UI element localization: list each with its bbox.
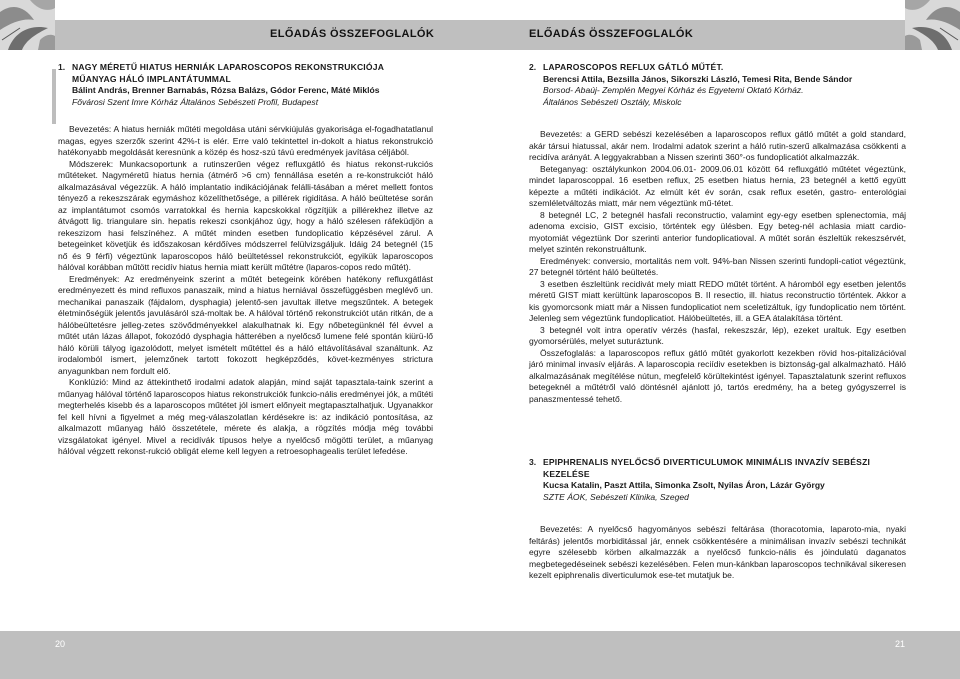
abstract-2-paragraph-bleeding: 3 betegnél volt intra operatív vérzés (hasfal, rekeszszár, lép), ezeket uraltuk. Egy esetben gyomorsérülés, melyet suturáztunk. [529,324,906,346]
abstract-2-paragraph-results: Eredmények: conversio, mortalitás nem volt. 94%-ban Nissen szerinti fundopli-catiot végeztünk, 27 betegnél történt háló beültetés. [529,255,906,277]
abstract-3-number: 3. [529,457,537,467]
abstract-3-title-line-1: EPIPHRENALIS NYELŐCSŐ DIVERTICULUMOK MINIMÁLIS INVAZÍV SEBÉSZI [543,457,871,467]
abstract-3-authors: Kucsa Katalin, Paszt Attila, Simonka Zsolt, Nyilas Áron, Lázár György [543,480,825,490]
header-bar-right [480,20,905,50]
leaf-pattern-icon [0,0,55,50]
right-page-content [529,62,906,582]
right-page [480,0,960,679]
abstract-1-heading [58,62,433,108]
abstract-2-number: 2. [529,62,537,72]
abstract-3-paragraph-intro: Bevezetés: A nyelőcső hagyományos sebészi feltárása (thoracotomia, laparoto-mia, nyaki feltárás) jelentős morbiditással jár, ennek csökkentésére a minimálisan invazív sebészi technikát egyre szélesebb körben alkalmazzák a nyelőcső funkcio-nális és jóindulatú daganatos megbetegedéseinek sebészi kezelésében. Felen mun-kánkban laparoscopos technikával sikeresen kezelt epiphrenalis diverticulumok ese-tet mutatjuk be. [529,524,906,580]
abstract-1-authors: Bálint András, Brenner Barnabás, Rózsa Balázs, Gódor Ferenc, Máté Miklós [72,85,380,95]
abstract-1-paragraph-conclusion: Konklúzió: Mind az áttekinthető irodalmi adatok alapján, mind saját tapasztala-taink szerint a műanyag hálóval történő laparoscopos hiatus rekonstrukciók funkcio-nális eredményei jók, a műtéti megterhelés kisebb és a laparoscopos műtétet jól ismert előnyeit megtapasztalhatjuk. Ugyanakkor fel kell hívni a figyelmet a még meg-válaszolatlan kérdésekre is: az indikáció pontosítása, az alkalmazott műanyag háló összetétele, mérete és alakja, a rögzítés módja még további vizsgálatokat igényel. Mivel a recidívák típusos helye a nyelőcső mögötti terület, a műanyag hálóval végzett rekonst-rukció obligát eleme kell legyen a retroesophagealis terület lefedése. [58,377,433,456]
abstract-1-paragraph-results: Eredmények: Az eredményeink szerint a műtét betegeink körében hatékony refluxgátlást eredményezett és mind refluxos panaszaik, mind a hiatus herniával összefüggésben meglévő un. mechanikai panaszaik (fájdalom, dysphagia) jelentő-sen javultak illetve megszűntek. A betegek életminőségük jelentős javulásáról szá-moltak be. A hálóval történő rekonstrukciót után ritkán, de a hálóbeültetésre jelleg-zetes szövődményekkel alakulhatnak ki. Egy nőbetegünknél fél évvel a műtét után lázas állapot, fokozódó dysphagia hátterében a nyelőcső lumene felé spontán kiürü-lő háló körüli tályog igazolódott, melyet ismételt műtéttel és a háló eltávolításával szanáltunk. Az irodalomból ismert, jelemzőnek tartott fokozott hegképződés, követ-kezményes strictura anyagunkban nem fordult elő. [58,273,433,376]
abstract-2-title: LAPAROSCOPOS REFLUX GÁTLÓ MŰTÉT. [543,62,724,72]
header-bar-left [55,20,480,50]
page-number-right: 21 [894,639,905,649]
abstract-3-title-line-2: KEZELÉSE [543,468,590,479]
abstract-3-institution: SZTE ÁOK, Sebészeti Klinika, Szeged [543,491,689,502]
abstract-2-paragraph-recurrence: 3 esetben észleltünk recidivát mely miatt REDO műtét történt. A háromból egy esetben jelentős méretű GIST miatt kerültünk laparoscopos B. II resectio, ill. hiatus reconstructio történtek. Akkor a kis gyomorcsonk miatt már a Nissen fundoplicatiot nem sceletizáltuk, így fundoplicatio nem történt. Jelenleg sem végeztünk fundoplicatiot. Hálóbeültetés, ill. a GEA átalakítása történt. [529,278,906,323]
abstract-2-paragraph-summary: Összefoglalás: a laparoscopos reflux gátló műtét gyakorlott kezekben rövid hos-pitalizációval járó minimal invasív eljárás. A laparoscopia reciídiv esetekben is biztonság-gal alkalmazható. Háló alkalmazásának megítélése nútun, megfelelő körültekintést igényel. Tapasztalatunk szerint refluxos betegeknél a műtétről való döntésnél ajánlott jó, tartós eredmény, ha a beteg gyógyszerrel is panaszmentessé tehető. [529,347,906,404]
leaf-pattern-icon [905,0,960,50]
abstract-3-heading [529,457,906,503]
header-title-right: ELŐADÁS ÖSSZEFOGLALÓK [529,28,694,40]
heading-accent-bar [52,69,56,124]
abstract-1-number: 1. [58,62,66,72]
abstract-1-institution: Fővárosi Szent Imre Kórház Általános Sebészeti Profil, Budapest [72,96,319,107]
abstract-2-paragraph-intro: Bevezetés: a GERD sebészi kezelésében a laparoscopos reflux gátló műtét a gold standard, akár társui hiatussal, akár nem. Irodalmi adatok szerint a háló rutin-szerű alkalmazása csökkenti a recidíva arányát. A leggyakrabban a Nissen szerinti 360°-os fundoplicatiót alkalmazzák. [529,129,906,162]
abstract-2-authors: Berencsi Attila, Bezsilla János, Sikorszki László, Temesi Rita, Bende Sándor [543,73,853,84]
abstract-2-heading [529,62,906,108]
footer-bar-left [0,631,480,679]
footer-bar-right [480,631,960,679]
abstract-1-paragraph-methods: Módszerek: Munkacsoportunk a rutinszerűen végez refluxgátló és hiatus rekonst-rukciós műtéteket. Nagyméretű hiatus hernia (átmérő >6 cm) fennállása esetén a re-konstrukciót háló alkalmazásával végezzük. A háló implantatio indikációjának felálli-tásában a méret mellett fontos tényező a rekeszszárak egymáshoz közelíthetősége, a pillérek rigiditása. A háló beültetése során az implantátumot csomós varratokkal és hernia kapcskokkal rögzítjük a pillérekhez illetve az átvágott lig. triangulare sin. hepatis rekeszi csonkjához úgy, hogy a háló szélesen ráfeküdjön a rekeszizom hasi felszínéhez. A műtét minden esetben fundoplicatio képzésével zárul. A betegeinket követjük és időszakosan kérdőíves módszerrel felülvizsgáljuk. Idáig 24 betegnél (15 nő és 9 férfi) végeztünk laparoscopos háló beültetéssel rekonstrukciót, egyikük laparoscopos hálóval korábban műtött recidív hiatus hernia miatt került műtétre (laparos-copos redo műtét). [58,158,433,272]
abstract-1-title-line-2: MŰANYAG HÁLÓ IMPLANTÁTUMMAL [72,73,231,84]
corner-decorative-image-left [0,0,55,50]
abstract-1-paragraph-intro: Bevezetés: A hiatus herniák műtéti megoldása utáni sérvkiújulás gyakorisága el-fogadhatatlanul magas, egyes szerzők szerint 42%-t is elér. Erre való tekintettel in-dokolt a hiatus rekonstrukció hatékonyabb megoldását keresnünk a közép és hosz-szú távú eredmények javítása céljából. [58,124,433,157]
page-number-left: 20 [55,639,66,649]
corner-decorative-image-right [905,0,960,50]
left-page-content [58,62,433,458]
abstract-2-paragraph-patients: Beteganyag: osztálykunkon 2004.06.01- 2009.06.01 között 64 refluxgátló műtétet végeztünk, mindet laparoscoppal. 16 esetben reflux, 25 esetben hiatus hernia, 23 betegnél a kettő együtt képezte a műtéti indikációt. Az elmúlt két év során, csak reflux esetén, gastro- enterológiai szemléletváltozás miatt, már nem végeztünk mű-tétet. [529,163,906,208]
abstract-2-paragraph-procedures: 8 betegnél LC, 2 betegnél hasfali reconstructio, valamint egy-egy esetben splenectomia, máj adenoma excisio, GIST excisio, történtek egy ülésben. Egy beteg-nél achlasia miatt cardio- myotomiát végeztünk Dor szerinti anterior fundoplicatioval. A műtét során észleltük rekeszsérvét, melyet szintén rekonstruáltunk. [529,209,906,254]
abstract-2-institution-line-1: Borsod- Abaúj- Zemplén Megyei Kórház és Egyetemi Oktató Kórház. [543,85,804,95]
abstract-2-institution-line-2: Általános Sebészeti Osztály, Miskolc [543,96,682,107]
abstract-1-title-line-1: NAGY MÉRETŰ HIATUS HERNIÁK LAPAROSCOPOS REKONSTRUKCIÓJA [72,62,385,72]
header-title-left: ELŐADÁS ÖSSZEFOGLALÓK [270,28,435,40]
